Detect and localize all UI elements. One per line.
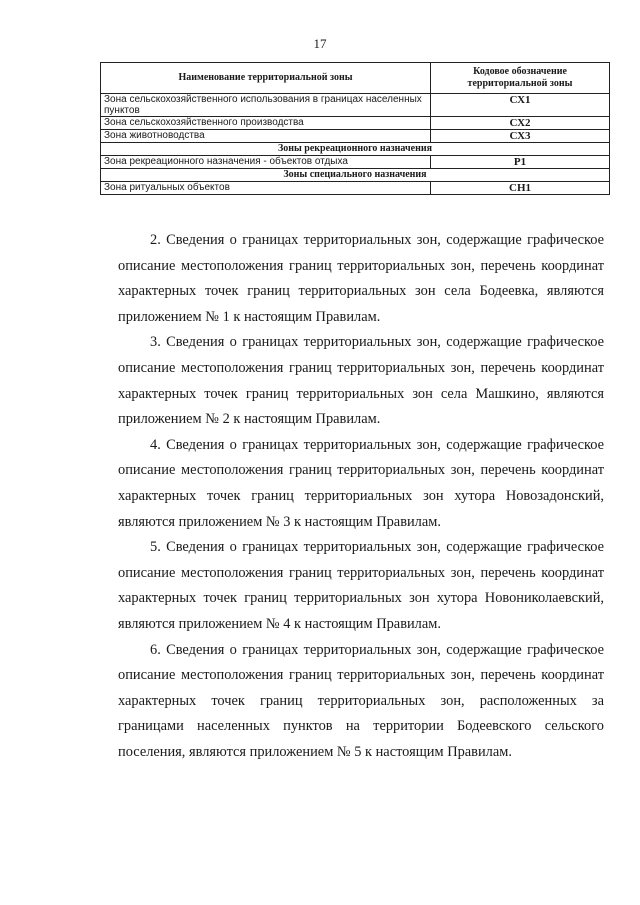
table-row xyxy=(101,130,610,143)
zone-code: СН1 xyxy=(431,182,610,195)
paragraph-4: 4. Сведения о границах территориальных зон, содержащие графическое описание местоположения границ территориальных зон, перечень координат характерных точек границ территориальных зон хутора Новозадонский, являются приложением № 3 к настоящим Правилам. xyxy=(118,436,604,530)
section-heading: Зоны специального назначения xyxy=(101,169,610,182)
zone-code: СХ1 xyxy=(431,94,610,117)
zone-name: Зона рекреационного назначения - объектов отдыха xyxy=(101,156,431,169)
zone-code: Р1 xyxy=(431,156,610,169)
territorial-zones-table xyxy=(100,62,610,195)
paragraph-6: 6. Сведения о границах территориальных зон, содержащие графическое описание местоположения границ территориальных зон, перечень координат характерных точек границ территориальных зон, расположенных за границами населенных пунктов на территории Бодеевского сельского поселения, являются приложением № 5 к настоящим Правилам. xyxy=(118,641,604,760)
table-row xyxy=(101,156,610,169)
zone-name: Зона животноводства xyxy=(101,130,431,143)
document-body xyxy=(118,228,604,765)
paragraph-2: 2. Сведения о границах территориальных зон, содержащие графическое описание местоположения границ территориальных зон, перечень координат характерных точек границ территориальных зон села Бодеевка, являются приложением № 1 к настоящим Правилам. xyxy=(118,232,604,325)
table-header-row xyxy=(101,63,610,94)
zone-code: СХ3 xyxy=(431,130,610,143)
zone-code: СХ2 xyxy=(431,117,610,130)
zone-name: Зона ритуальных объектов xyxy=(101,182,431,195)
table-section-row xyxy=(101,169,610,182)
zone-name: Зона сельскохозяйственного производства xyxy=(101,117,431,130)
table-section-row xyxy=(101,143,610,156)
table-row xyxy=(101,182,610,195)
header-zone-name: Наименование территориальной зоны xyxy=(101,63,431,94)
table-row xyxy=(101,117,610,130)
page-number: 17 xyxy=(313,36,327,51)
header-zone-code: Кодовое обозначение территориальной зоны xyxy=(431,63,610,94)
paragraph-5: 5. Сведения о границах территориальных зон, содержащие графическое описание местоположения границ территориальных зон, перечень координат характерных точек границ территориальных зон хутора Новониколаевский, являются приложением № 4 к настоящим Правилам. xyxy=(118,539,604,632)
zone-name: Зона сельскохозяйственного использования в границах населенных пунктов xyxy=(101,94,431,117)
section-heading: Зоны рекреационного назначения xyxy=(101,143,610,156)
table-row xyxy=(101,94,610,117)
paragraph-3: 3. Сведения о границах территориальных зон, содержащие графическое описание местоположения границ территориальных зон, перечень координат характерных точек границ территориальных зон села Машкино, являются приложением № 2 к настоящим Правилам. xyxy=(118,334,604,428)
